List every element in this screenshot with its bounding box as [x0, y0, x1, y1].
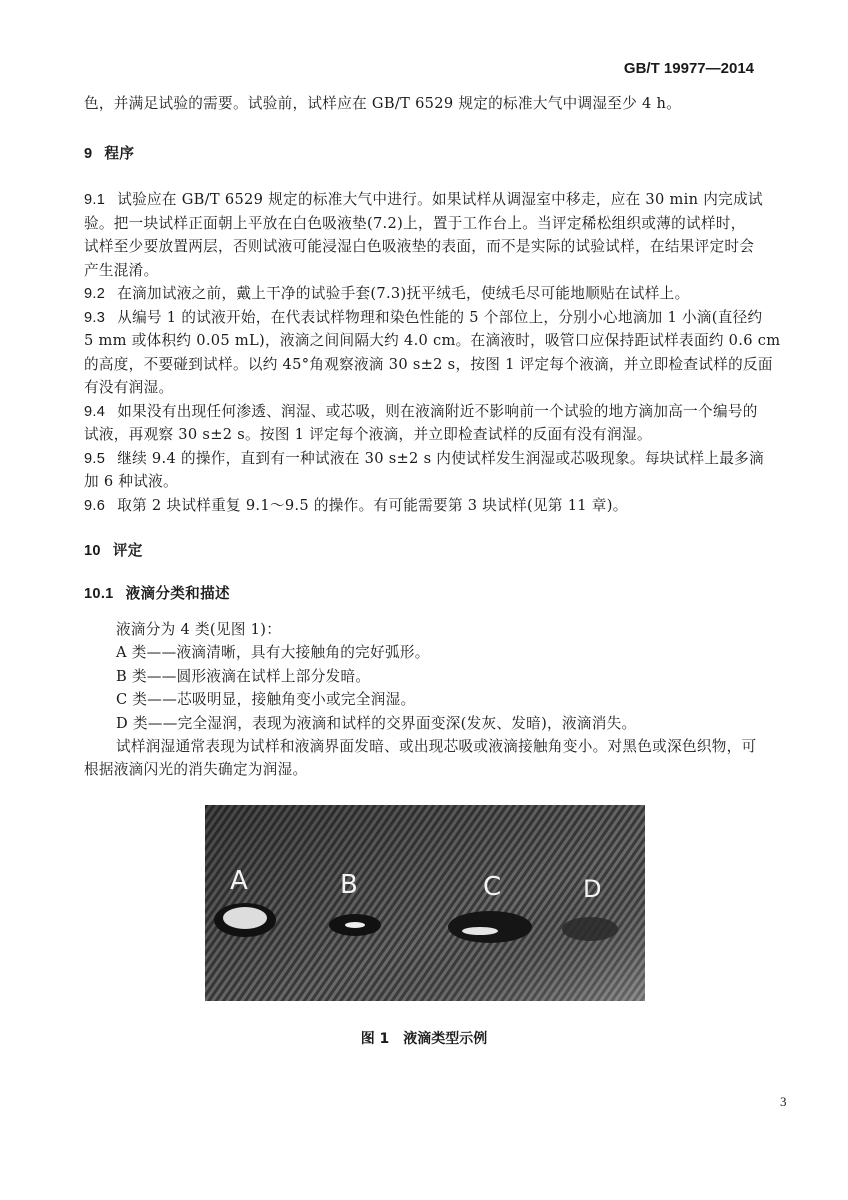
- clause-line: [84, 449, 764, 469]
- clause-text: 的高度，不要碰到试样。以约 45°角观察液滴 30 s±2 s，按图 1 评定每个液滴，并立即检查试样的反面: [84, 355, 773, 373]
- clause-line: [84, 472, 178, 492]
- subsection-10-1-heading: [84, 584, 230, 604]
- clause-number: 9.3: [84, 309, 106, 326]
- photo-label-b: B: [340, 870, 358, 900]
- figure-caption: 图 1 液滴类型示例: [360, 1031, 488, 1047]
- figure-1-photo: [205, 805, 645, 1001]
- droplet-c: [448, 911, 532, 943]
- page-number: 3: [780, 1094, 787, 1109]
- clause-line: [84, 425, 652, 445]
- photo-label-a: A: [230, 866, 248, 896]
- clause-text: 如果没有出现任何渗透、润湿、或芯吸，则在液滴附近不影响前一个试验的地方滴加高一个编号的: [117, 402, 758, 420]
- section-number: 10: [84, 543, 101, 559]
- droplet-class-item: C 类——芯吸明显，接触角变小或完全润湿。: [116, 691, 416, 709]
- clause-text: 加 6 种试液。: [84, 473, 178, 490]
- section-number: 9: [84, 146, 93, 162]
- clause-text: 试样至少要放置两层，否则试液可能浸湿白色吸液垫的表面，而不是实际的试验试样，在结果评定时会: [84, 238, 755, 255]
- clause-text: 试液，再观察 30 s±2 s。按图 1 评定每个液滴，并立即检查试样的反面有没有润湿。: [84, 426, 652, 443]
- clause-text: 产生混淆。: [84, 261, 159, 279]
- clause-line: [84, 190, 763, 210]
- clause-line: [84, 284, 689, 304]
- intro-line: 色，并满足试验的需要。试验前，试样应在 GB/T 6529 规定的标准大气中调湿至少 4 h。: [84, 95, 682, 112]
- section-9-heading: [84, 144, 134, 164]
- section-10-heading: [84, 541, 143, 561]
- photo-label-c: C: [483, 872, 502, 902]
- clause-line: [84, 378, 173, 398]
- clause-text: 取第 2 块试样重复 9.1～9.5 的操作。有可能需要第 3 块试样(见第 11 章)。: [117, 496, 628, 514]
- clause-number: 9.1: [84, 192, 106, 208]
- clause-number: 9.5: [84, 450, 106, 467]
- clause-text: 在滴加试液之前，戴上干净的试验手套(7.3)抚平绒毛，使绒毛尽可能地顺贴在试样上。: [117, 285, 690, 302]
- clause-number: 9.6: [84, 497, 106, 514]
- clause-text: 验。把一块试样正面朝上平放在白色吸液垫(7.2)上，置于工作台上。当评定稀松组织或薄的试样时，: [84, 214, 746, 232]
- clause-text: 继续 9.4 的操作，直到有一种试液在 30 s±2 s 内使试样发生润湿或芯吸现象。每块试样上最多滴: [117, 449, 764, 467]
- droplet-d: [562, 917, 618, 941]
- droplet-class-item: D 类——完全湿润，表现为液滴和试样的交界面变深(发灰、发暗)，液滴消失。: [116, 714, 637, 732]
- clause-number: 9.2: [84, 286, 106, 302]
- clause-text: 从编号 1 的试液开始，在代表试样物理和染色性能的 5 个部位上，分别小心地滴加 1 小滴(直径约: [117, 308, 763, 326]
- section-title: 程序: [104, 145, 135, 162]
- clause-line: [84, 496, 628, 516]
- clause-line: [84, 237, 754, 257]
- clause-text: 试验应在 GB/T 6529 规定的标准大气中进行。如果试样从调湿室中移走，应在 30 min 内完成试: [117, 191, 763, 208]
- clause-line: [84, 355, 773, 375]
- section-title: 评定: [112, 542, 143, 559]
- clause-text: 5 mm 或体积约 0.05 mL)，液滴之间间隔大约 4.0 cm。在滴液时，吸管口应保持距试样表面约 0.6 cm: [84, 332, 781, 349]
- clause-line: [84, 331, 780, 351]
- subsection-number: 10.1: [84, 586, 114, 602]
- droplet-class-item: B 类——圆形液滴在试样上部分发暗。: [116, 667, 371, 685]
- clause-text: 有没有润湿。: [84, 379, 174, 396]
- clause-line: [84, 261, 158, 281]
- photo-label-d: D: [583, 875, 602, 903]
- clause-line: [84, 308, 762, 328]
- subsection-title: 液滴分类和描述: [125, 585, 230, 602]
- standard-number-header: GB/T 19977—2014: [623, 60, 754, 77]
- body-line: 根据液滴闪光的消失确定为润湿。: [84, 761, 308, 778]
- body-line: 液滴分为 4 类(见图 1)：: [116, 621, 282, 638]
- droplet-class-item: A 类——液滴清晰，具有大接触角的完好弧形。: [116, 644, 430, 662]
- clause-line: [84, 214, 746, 234]
- clause-number: 9.4: [84, 403, 106, 420]
- body-line: 试样润湿通常表现为试样和液滴界面发暗、或出现芯吸或液滴接触角变小。对黑色或深色织物，可: [116, 738, 757, 755]
- clause-line: [84, 402, 758, 422]
